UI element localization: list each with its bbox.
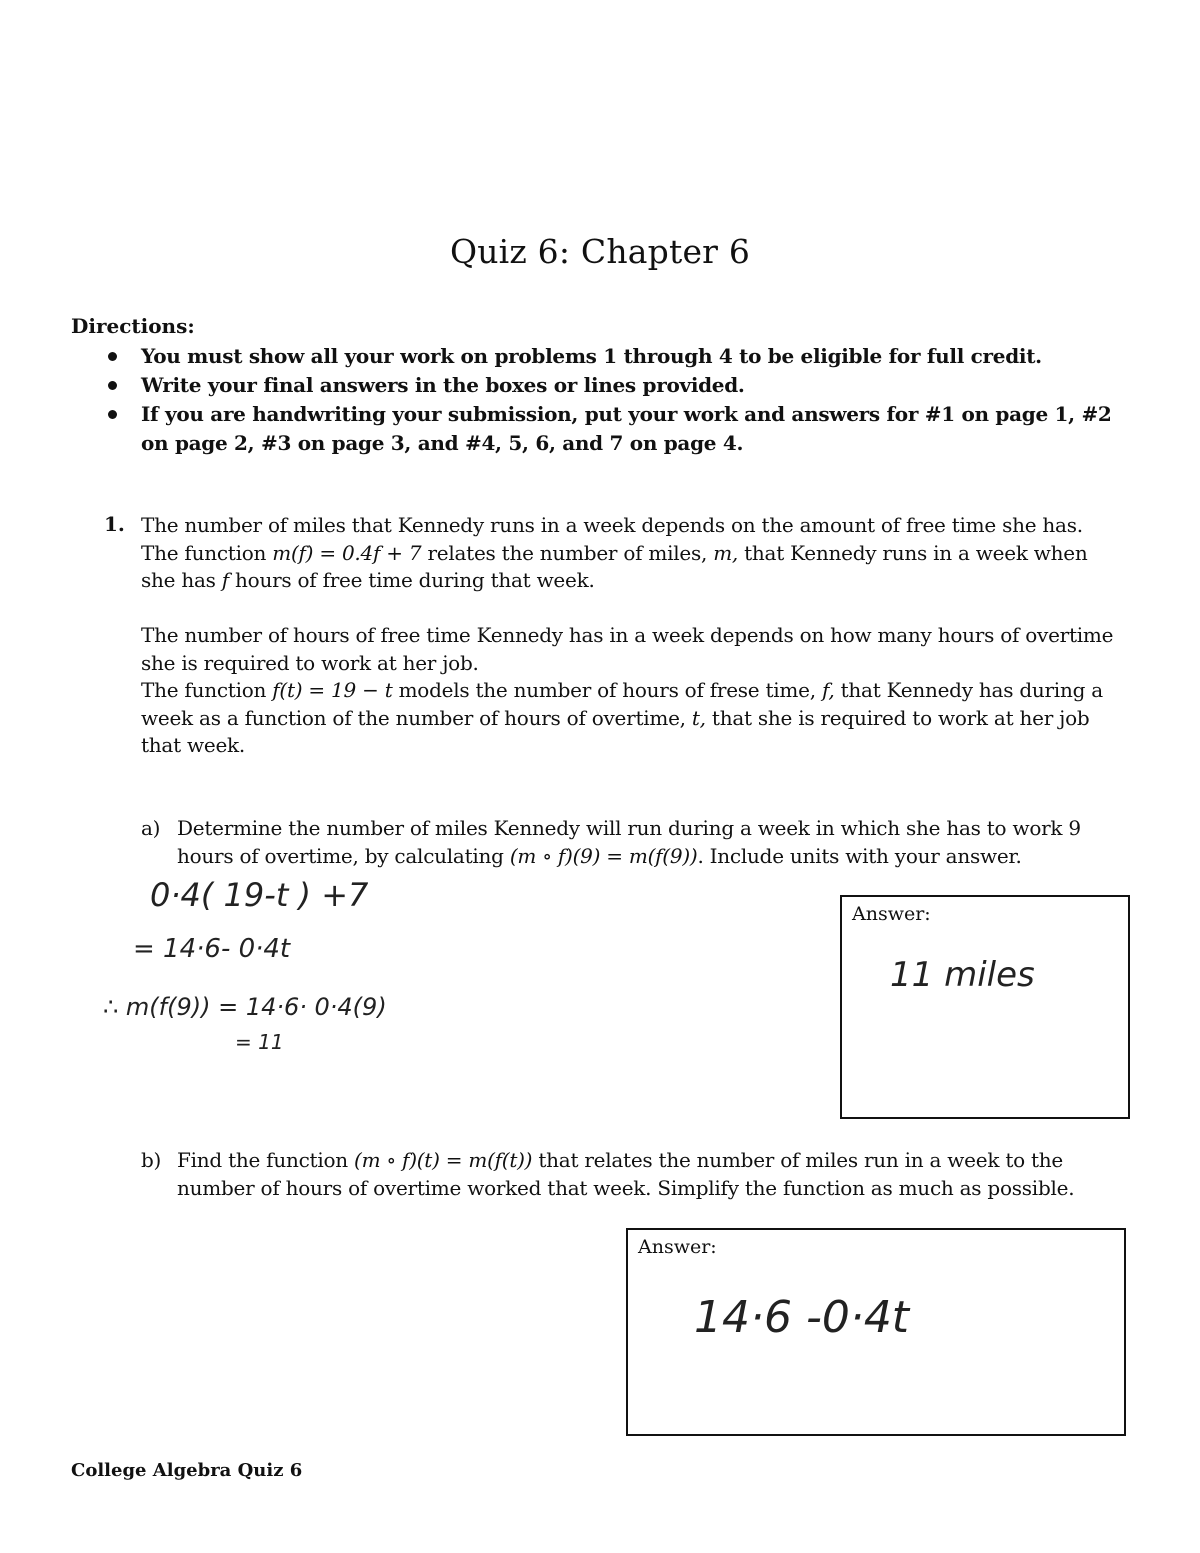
handwritten-answer: 11 miles: [890, 955, 1035, 995]
bullet-icon: [108, 381, 117, 390]
problem-1-paragraph-2: The number of hours of free time Kennedy has in a week depends on how many hours of overtime she is required to work at her job. The function f(t) = 19 − t models the number of hours of frese time, f, that Kennedy has during a week as a function of the number of hours of overtime, t, that she is required to work at her job that week.: [141, 623, 1114, 757]
directions-item: You must show all your work on problems 1 through 4 to be eligible for full credit.: [105, 342, 1140, 371]
part-b-label: b): [141, 1148, 162, 1172]
directions-item: If you are handwriting your submission, put your work and answers for #1 on page 1, #2 on page 2, #3 on page 3, and #4, 5, 6, and 7 on page 4.: [105, 400, 1140, 458]
math-expression: (m ∘ f)(9) = m(f(9)): [509, 843, 698, 868]
math-expression: (m ∘ f)(t) = m(f(t)): [354, 1148, 533, 1172]
part-a-label: a): [141, 816, 161, 840]
bullet-icon: [108, 352, 117, 361]
handwritten-work-line: ∴ m(f(9)) = 14·6· 0·4(9): [103, 993, 387, 1021]
directions-item: Write your final answers in the boxes or lines provided.: [105, 371, 1140, 400]
math-expression: f(t) = 19 − t: [272, 678, 393, 702]
answer-box-a: [840, 895, 1130, 1119]
part-b-question: Find the function (m ∘ f)(t) = m(f(t)) that relates the number of miles run in a week to the number of hours of overtime worked that week. Simplify the function as much as possible.: [177, 1148, 1075, 1200]
page-footer: College Algebra Quiz 6: [71, 1460, 303, 1481]
handwritten-answer: 14·6 -0·4t: [694, 1292, 910, 1343]
answer-label: Answer:: [638, 1236, 717, 1258]
part-a-question: Determine the number of miles Kennedy will run during a week in which she has to work 9 hours of overtime, by calculating (m ∘ f)(9) = m(f(9)). Include units with your answer.: [177, 816, 1081, 868]
directions-heading: Directions:: [71, 314, 195, 338]
math-expression: m(f) = 0.4f + 7: [272, 540, 422, 565]
bullet-icon: [108, 410, 117, 419]
answer-box-b: [626, 1228, 1126, 1436]
problem-1-paragraph-1: The number of miles that Kennedy runs in a week depends on the amount of free time she has. The function m(f) = 0.4f + 7 relates the number of miles, m, that Kennedy runs in a week when she has f hours of free time during that week.: [141, 513, 1088, 592]
handwritten-work-line: = 14·6- 0·4t: [133, 934, 291, 964]
directions-list: [105, 342, 1140, 458]
handwritten-work-line: = 11: [235, 1030, 284, 1054]
problem-number: 1.: [104, 512, 125, 536]
handwritten-work-line: 0·4( 19-t ) +7: [150, 876, 369, 914]
page-title: Quiz 6: Chapter 6: [449, 232, 751, 271]
answer-label: Answer:: [852, 903, 931, 925]
